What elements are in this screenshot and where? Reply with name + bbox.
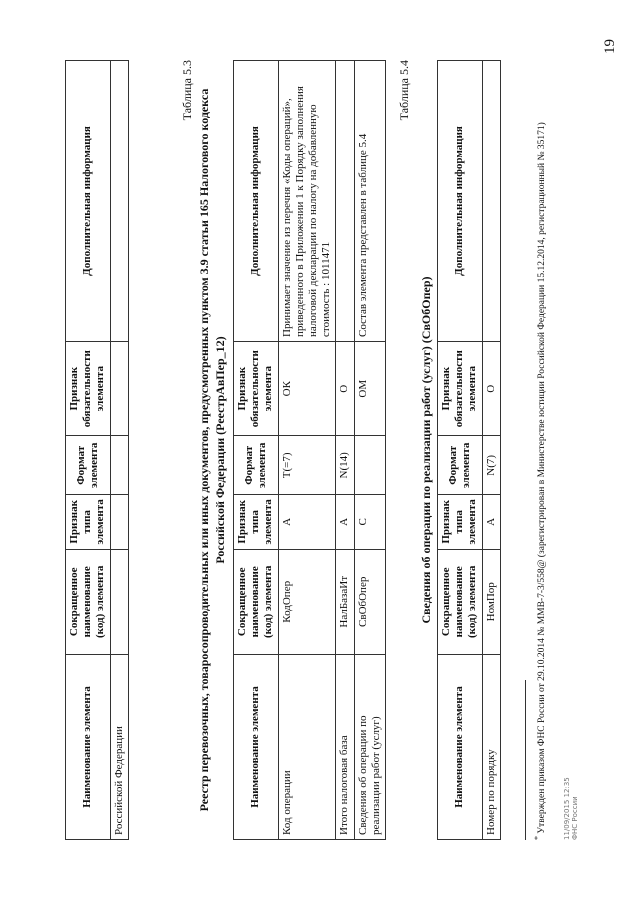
table-row bbox=[354, 61, 385, 840]
stamp-line: ФНС России bbox=[571, 796, 580, 840]
table-5-3-label: Таблица 5.3 bbox=[180, 60, 194, 121]
header-info: Дополнительная информация bbox=[66, 61, 111, 342]
table-cell: Состав элемента представлен в таблице 5.4 bbox=[354, 61, 385, 342]
table-5-3-block bbox=[233, 60, 386, 840]
table-cell: ОК bbox=[278, 341, 336, 436]
table-header-row bbox=[234, 61, 279, 840]
table-5-4-label: Таблица 5.4 bbox=[397, 60, 411, 121]
table-cell: Номер по порядку bbox=[482, 655, 500, 840]
table-cell bbox=[336, 61, 354, 342]
header-required: Признак обязательности элемента bbox=[438, 341, 483, 436]
header-required: Признак обязательности элемента bbox=[234, 341, 279, 436]
table-header-row bbox=[66, 61, 111, 840]
table-cell: С bbox=[354, 495, 385, 549]
table-cell: А bbox=[278, 495, 336, 549]
header-type: Признак типа элемента bbox=[234, 495, 279, 549]
table-cell bbox=[110, 436, 128, 495]
stamp-line: 11/09/2015 12:35 bbox=[563, 777, 571, 840]
table-cell: НомПор bbox=[482, 549, 500, 655]
table-row bbox=[110, 61, 128, 840]
table-row bbox=[336, 61, 354, 840]
header-name: Наименование элемента bbox=[438, 655, 483, 840]
table-cell: ОМ bbox=[354, 341, 385, 436]
page-number: 19 bbox=[602, 39, 618, 54]
header-type: Признак типа элемента bbox=[438, 495, 483, 549]
header-format: Формат элемента bbox=[234, 436, 279, 495]
table-cell: НалБазаИт bbox=[336, 549, 354, 655]
table-cell: О bbox=[482, 341, 500, 436]
footnote-rule bbox=[525, 680, 526, 840]
table-cell: А bbox=[336, 495, 354, 549]
table-cell bbox=[354, 436, 385, 495]
table-cell: Т(=7) bbox=[278, 436, 336, 495]
footnote-mark: * bbox=[533, 836, 542, 840]
footnote bbox=[533, 50, 549, 840]
header-info: Дополнительная информация bbox=[438, 61, 483, 342]
table-cell: Сведения об операции по реализации работ (услуг) bbox=[354, 655, 385, 840]
table-5-3 bbox=[233, 60, 386, 840]
table-top bbox=[65, 60, 129, 840]
header-name: Наименование элемента bbox=[234, 655, 279, 840]
table-cell bbox=[110, 341, 128, 436]
table-cell bbox=[110, 495, 128, 549]
table-top-block bbox=[65, 60, 129, 840]
rotated-page-content bbox=[65, 60, 580, 840]
header-format: Формат элемента bbox=[66, 436, 111, 495]
table-cell bbox=[110, 549, 128, 655]
table-row bbox=[482, 61, 500, 840]
table-cell bbox=[482, 61, 500, 342]
table-cell: N(14) bbox=[336, 436, 354, 495]
print-stamp bbox=[563, 777, 580, 840]
table-cell: СвОбОпер bbox=[354, 549, 385, 655]
header-required: Признак обязательности элемента bbox=[66, 341, 111, 436]
header-code: Сокращенное наименование (код) элемента bbox=[66, 549, 111, 655]
header-type: Признак типа элемента bbox=[66, 495, 111, 549]
table-cell: КодОпер bbox=[278, 549, 336, 655]
header-info: Дополнительная информация bbox=[234, 61, 279, 342]
table-5-4-block bbox=[437, 60, 501, 840]
header-format: Формат элемента bbox=[438, 436, 483, 495]
header-name: Наименование элемента bbox=[66, 655, 111, 840]
table-cell: Принимает значение из перечня «Коды операций», приведенного в Приложении 1 к Порядку заполнения налоговой декларации по налогу на добавленную стоимость : 1011471 bbox=[278, 61, 336, 342]
table-header-row bbox=[438, 61, 483, 840]
table-cell: А bbox=[482, 495, 500, 549]
table-cell: N(7) bbox=[482, 436, 500, 495]
table-cell: Итого налоговая база bbox=[336, 655, 354, 840]
table-cell: О bbox=[336, 341, 354, 436]
table-5-4 bbox=[437, 60, 501, 840]
table-row bbox=[278, 61, 336, 840]
table-cell: Код операции bbox=[278, 655, 336, 840]
header-code: Сокращенное наименование (код) элемента bbox=[438, 549, 483, 655]
table-cell: Российской Федерации bbox=[110, 655, 128, 840]
table-5-3-title: Реестр перевозочных, товаросопроводительных или иных документов, предусмотренных пунктом 3.9 статьи 165 Налогового кодекса Российской Федерации (РеестрАвПер_12) bbox=[197, 88, 227, 812]
footnote-text: Утвержден приказом ФНС России от 29.10.2014 № ММВ-7-3/558@ (зарегистрирован в Министерстве юстиции Российской Федерации 15.12.2014, регистрационный № 35171) bbox=[537, 122, 548, 834]
table-cell bbox=[110, 61, 128, 342]
table-5-4-title: Сведения об операции по реализации работ (услуг) (СвОбОпер) bbox=[419, 276, 433, 624]
header-code: Сокращенное наименование (код) элемента bbox=[234, 549, 279, 655]
